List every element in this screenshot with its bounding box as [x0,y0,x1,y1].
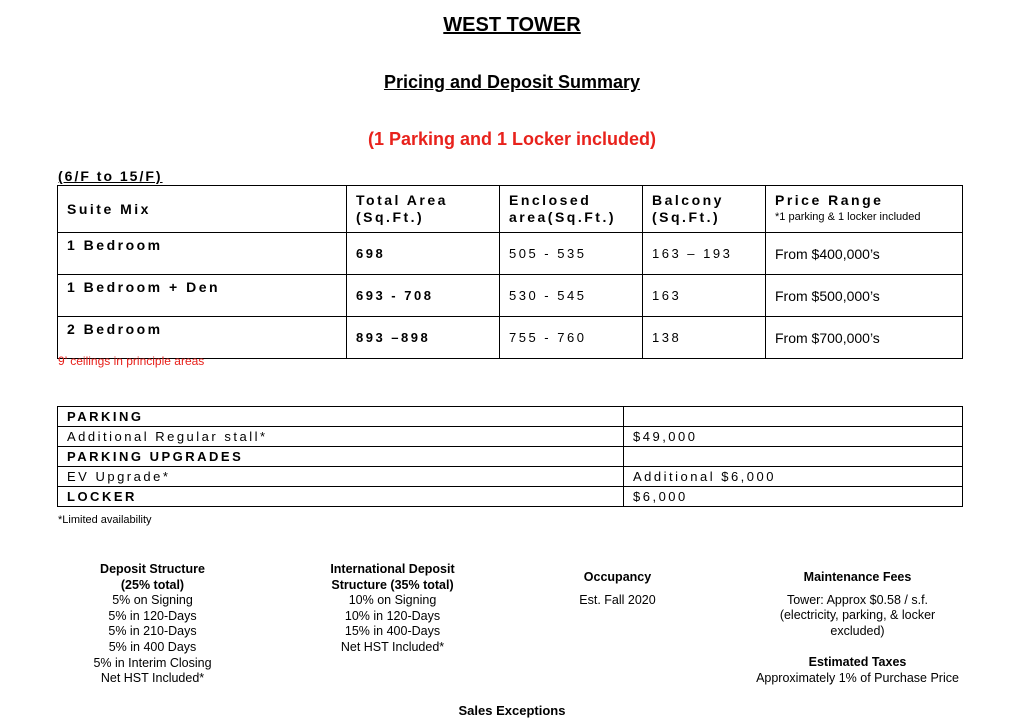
parking-upgrades-heading: PARKING UPGRADES [58,447,624,467]
balcony-area: 163 [643,275,766,317]
enclosed-area: 530 - 545 [500,275,643,317]
enclosed-area: 755 - 760 [500,317,643,359]
deposit-heading: Deposit Structure [100,562,205,576]
deposit-structure [80,562,225,687]
additional-stall-label: Additional Regular stall* [58,427,624,447]
occupancy-section [545,570,690,608]
parking-locker-table [57,406,963,507]
deposit-line: Net HST Included* [100,671,205,686]
price-range: From $500,000’s [766,275,963,317]
table-row [58,407,963,427]
maintenance-line: Tower: Approx $0.58 / s.f. [786,592,929,607]
header-suite-mix: Suite Mix [58,186,347,233]
balcony-area: 138 [643,317,766,359]
maintenance-fees-section [740,570,975,639]
locker-label: LOCKER [58,487,624,507]
total-area: 893 –898 [347,317,500,359]
estimated-taxes-section [740,655,975,686]
ceiling-note: 9’ ceilings in principle areas [58,354,205,368]
international-line: 10% on Signing [348,593,437,608]
table-row [58,447,963,467]
parking-heading-value [624,407,963,427]
deposit-line: 5% in Interim Closing [93,655,212,670]
parking-upgrades-value [624,447,963,467]
international-line: Net HST Included* [340,639,445,654]
price-range: From $700,000’s [766,317,963,359]
balcony-area: 163 – 193 [643,233,766,275]
deposit-heading-total: (25% total) [120,577,185,592]
suite-name: 1 Bedroom + Den [58,275,347,317]
deposit-line: 5% in 120-Days [108,608,197,623]
deposit-line: 5% on Signing [112,593,193,608]
table-row [58,427,963,447]
header-total-area: Total Area (Sq.Ft.) [347,186,500,233]
total-area: 693 - 708 [347,275,500,317]
page-title: WEST TOWER [443,14,581,36]
maintenance-line: excluded) [830,623,885,638]
international-line: 10% in 120-Days [344,608,441,623]
included-notice: (1 Parking and 1 Locker included) [367,129,657,149]
table-row [58,467,963,487]
taxes-heading: Estimated Taxes [808,655,907,669]
total-area: 698 [347,233,500,275]
table-row [58,233,963,275]
international-heading: International Deposit [330,562,455,576]
price-range: From $400,000’s [766,233,963,275]
suite-name: 2 Bedroom [58,317,347,359]
table-row [58,487,963,507]
table-header-row [58,186,963,233]
page-subtitle: Pricing and Deposit Summary [383,72,641,92]
maintenance-heading: Maintenance Fees [803,570,912,584]
ev-upgrade-label: EV Upgrade* [58,467,624,487]
international-heading-total: Structure (35% total) [331,577,454,592]
suite-name: 1 Bedroom [58,233,347,275]
header-enclosed-area: Enclosed area(Sq.Ft.) [500,186,643,233]
occupancy-heading: Occupancy [583,570,652,584]
locker-price: $6,000 [624,487,963,507]
deposit-line: 5% in 210-Days [108,624,197,639]
deposit-line: 5% in 400 Days [108,639,197,654]
enclosed-area: 505 - 535 [500,233,643,275]
limited-availability-note: *Limited availability [58,514,152,526]
parking-heading: PARKING [58,407,624,427]
table-row [58,317,963,359]
header-balcony: Balcony (Sq.Ft.) [643,186,766,233]
maintenance-line: (electricity, parking, & locker [779,608,936,623]
ev-upgrade-price: Additional $6,000 [624,467,963,487]
table-row [58,275,963,317]
floor-range-label: (6/F to 15/F) [58,168,163,184]
international-deposit-structure [305,562,480,656]
sales-exceptions-heading: Sales Exceptions [458,703,566,718]
international-line: 15% in 400-Days [344,624,441,639]
occupancy-value: Est. Fall 2020 [579,592,656,607]
taxes-value: Approximately 1% of Purchase Price [756,670,959,685]
additional-stall-price: $49,000 [624,427,963,447]
header-price-range: Price Range *1 parking & 1 locker included [766,186,963,233]
suite-pricing-table [57,185,963,359]
